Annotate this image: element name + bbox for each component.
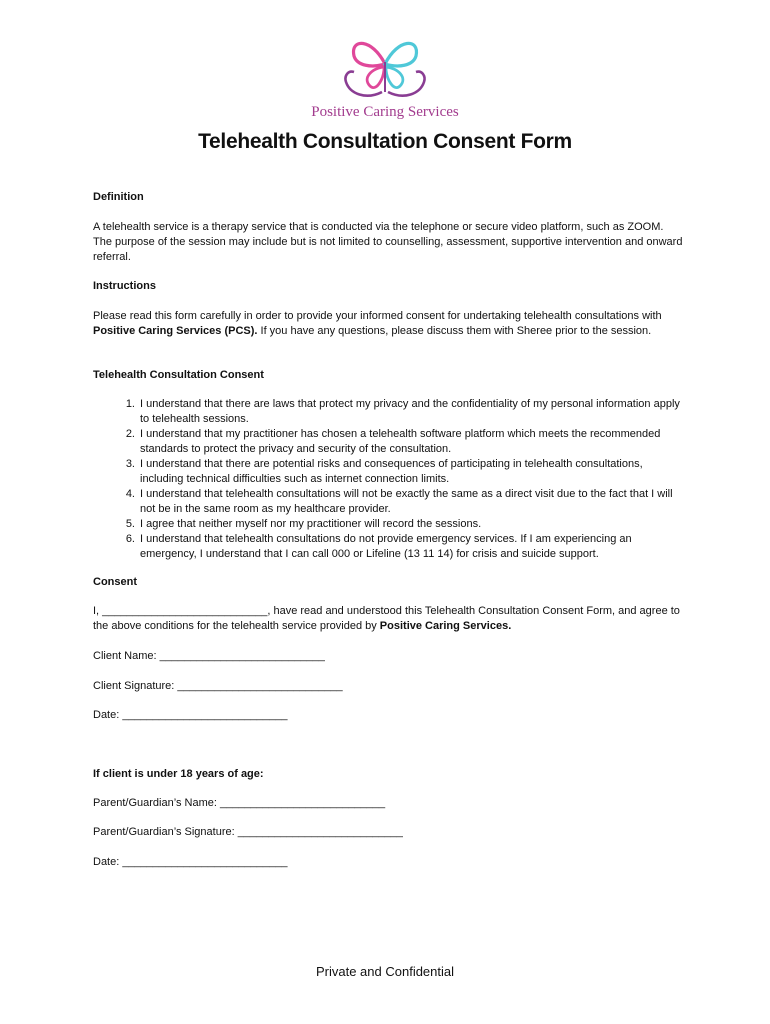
list-item-text: I understand that there are laws that protect my privacy and the confidentiality of my personal information apply to telehealth sessions. <box>140 398 680 425</box>
list-item-text: I understand that there are potential risks and consequences of participating in telehealth consultations, including technical difficulties such as internet connection limits. <box>140 458 643 485</box>
definition-text: A telehealth service is a therapy service that is conducted via the telephone or secure video platform, such as ZOOM. The purpose of the session may include but is not limited to counselling, assessment, supportive intervention and onward referral. <box>93 221 683 263</box>
consent-statement: I, ___________________________, have read and understood this Telehealth Consultation Consent Form, and agree to the above conditions for the telehealth service provided by Positive Caring Services. <box>93 605 680 632</box>
consent-list-item <box>93 397 683 427</box>
list-item-number: 4. <box>125 488 135 500</box>
list-item-number: 1. <box>125 398 135 410</box>
consent-list-heading: Telehealth Consultation Consent <box>93 369 264 381</box>
guardian-date-field[interactable]: Date: ___________________________ <box>93 856 288 868</box>
list-item-number: 2. <box>125 428 135 440</box>
org-name-bold: Positive Caring Services (PCS). <box>93 325 258 337</box>
logo-text: Positive Caring Services <box>311 104 459 120</box>
guardian-name-field[interactable]: Parent/Guardian’s Name: ___________________________ <box>93 797 386 809</box>
list-item-number: 6. <box>125 533 135 545</box>
list-item-text: I understand that my practitioner has chosen a telehealth software platform which meets the recommended standards to protect the privacy and security of the consultation. <box>140 428 661 455</box>
company-logo <box>290 34 480 126</box>
consent-list <box>93 397 683 562</box>
client-signature-field[interactable]: Client Signature: ___________________________ <box>93 680 343 692</box>
form-title: Telehealth Consultation Consent Form <box>198 130 572 153</box>
footer-text: Private and Confidential <box>315 964 455 979</box>
consent-heading: Consent <box>93 576 137 588</box>
guardian-heading: If client is under 18 years of age: <box>93 768 264 780</box>
list-item-number: 3. <box>125 458 135 470</box>
consent-list-item <box>93 457 683 487</box>
list-item-text: I understand that telehealth consultations will not be exactly the same as a direct visit due to the fact that I will not be in the same room as my healthcare provider. <box>140 488 673 515</box>
butterfly-logo-icon <box>342 34 428 102</box>
list-item-number: 5. <box>125 518 135 530</box>
consent-list-item <box>93 517 683 532</box>
client-name-field[interactable]: Client Name: ___________________________ <box>93 650 325 662</box>
list-item-text: I understand that telehealth consultations do not provide emergency services. If I am experiencing an emergency, I understand that I can call 000 or Lifeline (13 11 14) for crisis and suicide support. <box>140 533 632 560</box>
consent-list-item <box>93 427 683 457</box>
consent-list-item <box>93 532 683 562</box>
org-name-bold: Positive Caring Services. <box>379 620 512 632</box>
definition-heading: Definition <box>93 191 144 203</box>
instructions-heading: Instructions <box>93 280 156 292</box>
instructions-text: Please read this form carefully in order to provide your informed consent for undertaking telehealth consultations with Positive Caring Services (PCS). If you have any questions, please discuss them with Sheree prior to the session. <box>93 310 662 337</box>
list-item-text: I agree that neither myself nor my practitioner will record the sessions. <box>140 518 482 530</box>
guardian-signature-field[interactable]: Parent/Guardian’s Signature: ___________________________ <box>93 826 403 838</box>
consent-list-item <box>93 487 683 517</box>
client-date-field[interactable]: Date: ___________________________ <box>93 709 288 721</box>
